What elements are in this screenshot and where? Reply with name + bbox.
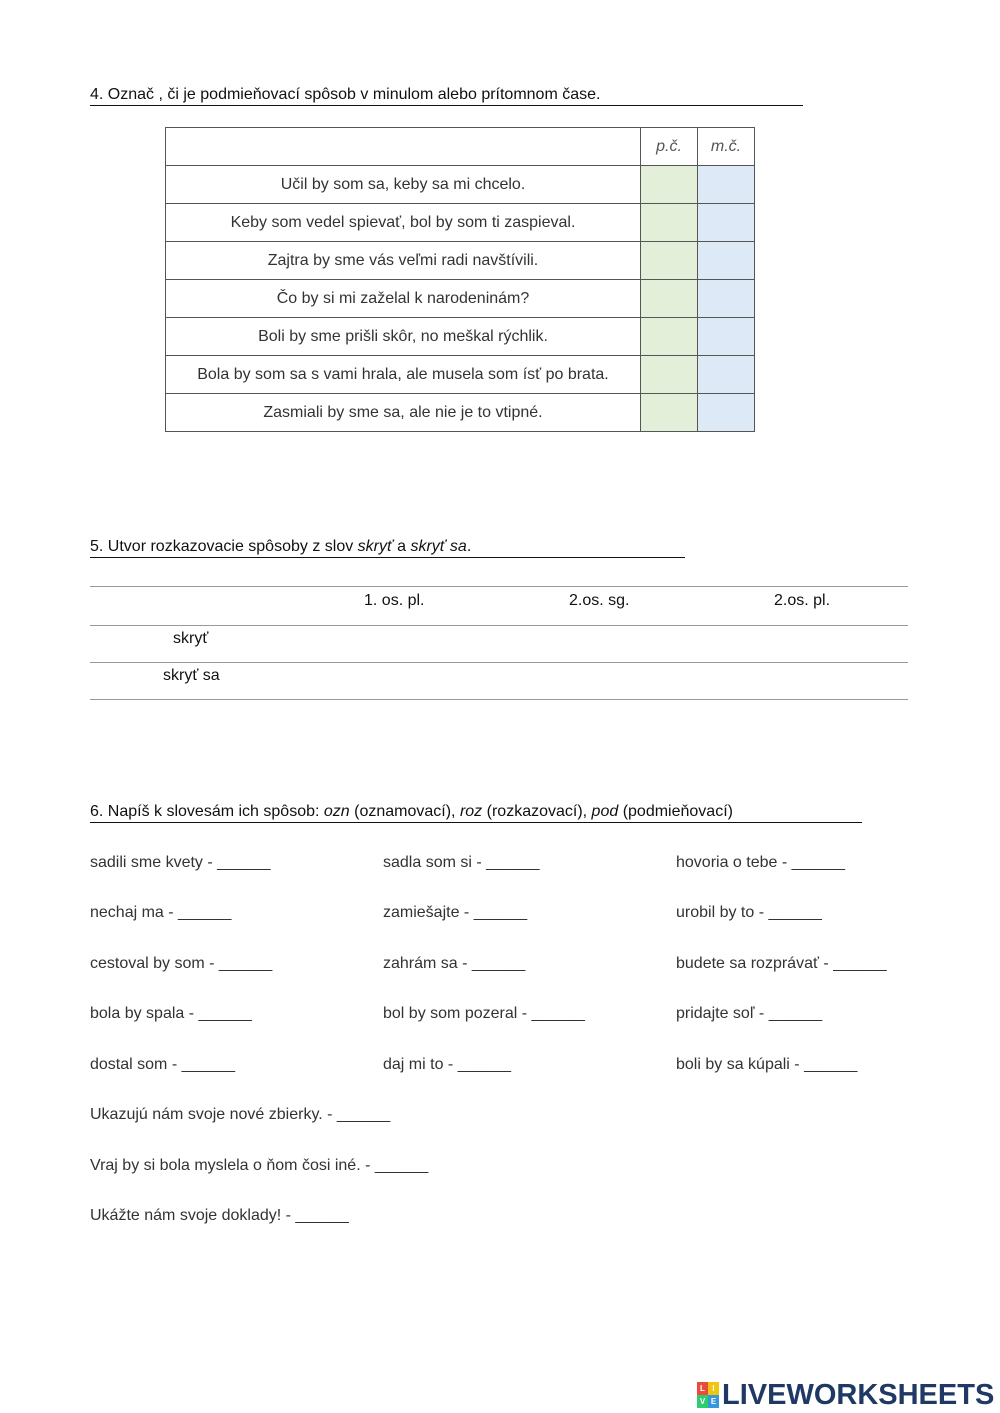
abbr-roz: roz [459,803,483,820]
answer-box-mc[interactable] [698,242,755,280]
heading-text: 5. Utvor rozkazovacie spôsoby z slov [90,538,358,555]
table-row [166,318,755,356]
heading-text: (oznamovací), [349,803,460,820]
logo-tile: V [697,1395,708,1408]
sentence-cell: Zajtra by sme vás veľmi radi navštívili. [166,242,641,280]
verb-item[interactable]: urobil by to - ______ [676,904,822,921]
heading-text: 6. Napíš k slovesám ich spôsob: [90,803,324,820]
logo-text: LIVEWORKSHEETS [722,1378,995,1411]
answer-box-pc[interactable] [641,280,698,318]
table-row [166,356,755,394]
logo-tile: E [708,1395,719,1408]
table5-top-rule [90,586,908,587]
column-header: 1. os. pl. [364,592,425,609]
abbr-pod: pod [591,803,619,820]
heading-word: skryť sa [410,538,467,555]
verb-item[interactable]: zahrám sa - ______ [383,955,526,972]
exercise4-heading: 4. Označ , či je podmieňovací spôsob v minulom alebo prítomnom čase. [90,86,803,106]
sentence-cell: Boli by sme prišli skôr, no meškal rýchlik. [166,318,641,356]
verb-item[interactable]: sadili sme kvety - ______ [90,854,271,871]
verb-item[interactable]: bola by spala - ______ [90,1005,252,1022]
header-mc: m.č. [698,128,755,166]
verb-item[interactable]: sadla som si - ______ [383,854,540,871]
sentence-item[interactable]: Vraj by si bola myslela o ňom čosi iné. - ______ [90,1157,429,1174]
answer-field[interactable] [505,627,705,660]
answer-box-pc[interactable] [641,166,698,204]
header-pc: p.č. [641,128,698,166]
abbr-ozn: ozn [323,803,350,820]
answer-box-pc[interactable] [641,394,698,432]
logo-tile: L [697,1382,708,1395]
logo-icon [697,1382,719,1408]
verb-item[interactable]: dostal som - ______ [90,1056,235,1073]
sentence-cell: Učil by som sa, keby sa mi chcelo. [166,166,641,204]
row-label: skryť sa [163,667,220,684]
sentence-cell: Keby som vedel spievať, bol by som ti zaspieval. [166,204,641,242]
verb-item[interactable]: nechaj ma - ______ [90,904,232,921]
answer-box-mc[interactable] [698,166,755,204]
exercise5-heading [90,538,685,558]
answer-field[interactable] [300,664,500,697]
answer-box-pc[interactable] [641,204,698,242]
exercise4-table [165,127,755,432]
answer-field[interactable] [710,627,905,660]
answer-box-mc[interactable] [698,204,755,242]
table-row [166,166,755,204]
table5-rule [90,625,908,626]
table-row [166,280,755,318]
table-row [166,204,755,242]
verb-item[interactable]: budete sa rozprávať - ______ [676,955,887,972]
table-row [166,394,755,432]
answer-field[interactable] [505,664,705,697]
column-header: 2.os. pl. [774,592,831,609]
answer-box-mc[interactable] [698,280,755,318]
answer-box-pc[interactable] [641,318,698,356]
answer-box-mc[interactable] [698,394,755,432]
verb-item[interactable]: zamiešajte - ______ [383,904,528,921]
heading-text: (podmieňovací) [618,803,733,820]
answer-box-pc[interactable] [641,356,698,394]
verb-item[interactable]: boli by sa kúpali - ______ [676,1056,858,1073]
sentence-cell: Bola by som sa s vami hrala, ale musela som ísť po brata. [166,356,641,394]
verb-item[interactable]: daj mi to - ______ [383,1056,512,1073]
answer-field[interactable] [300,627,500,660]
answer-field[interactable] [710,664,905,697]
sentence-cell: Čo by si mi zaželal k narodeninám? [166,280,641,318]
table5-bottom-rule [90,699,908,700]
liveworksheets-logo [697,1378,994,1412]
answer-box-mc[interactable] [698,356,755,394]
table5-rule [90,662,908,663]
heading-text: a [392,538,411,555]
sentence-item[interactable]: Ukážte nám svoje doklady! - ______ [90,1207,349,1224]
heading-text: . [466,538,472,555]
sentence-item[interactable]: Ukazujú nám svoje nové zbierky. - ______ [90,1106,391,1123]
table-row [166,242,755,280]
answer-box-mc[interactable] [698,318,755,356]
row-label: skryť [173,630,209,647]
heading-text: (rozkazovací), [482,803,592,820]
answer-box-pc[interactable] [641,242,698,280]
exercise6-heading [90,803,862,823]
verb-item[interactable]: cestoval by som - ______ [90,955,273,972]
heading-word: skryť [357,538,393,555]
verb-item[interactable]: pridajte soľ - ______ [676,1005,823,1022]
logo-tile: I [708,1382,719,1395]
header-empty-cell [166,128,641,166]
verb-item[interactable]: bol by som pozeral - ______ [383,1005,585,1022]
column-header: 2.os. sg. [569,592,630,609]
verb-item[interactable]: hovoria o tebe - ______ [676,854,846,871]
sentence-cell: Zasmiali by sme sa, ale nie je to vtipné. [166,394,641,432]
table-header-row [166,128,755,166]
